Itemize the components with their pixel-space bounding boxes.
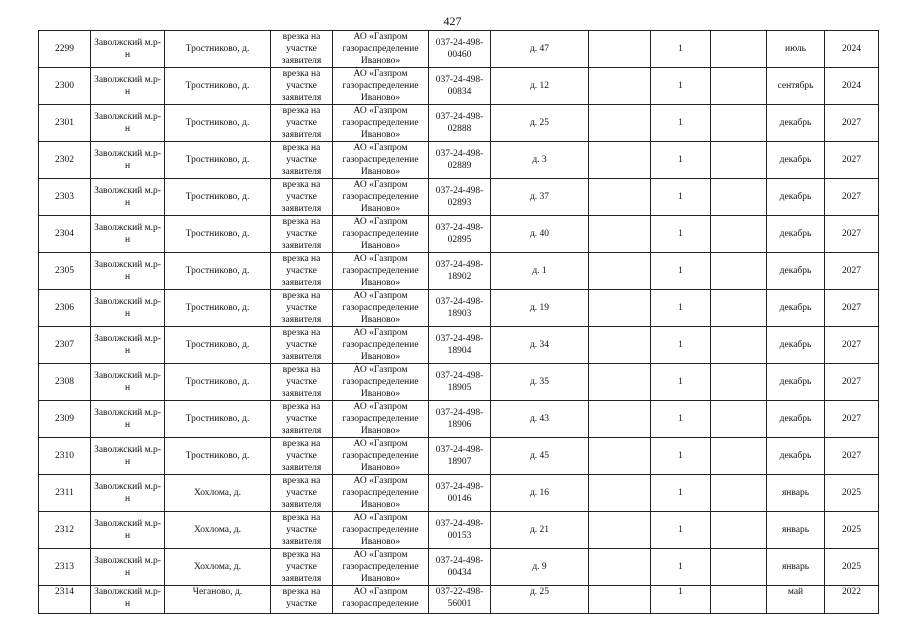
district-cell: Заволжский м.р-н [91,586,165,614]
empty-cell [589,549,651,586]
empty-cell [589,327,651,364]
table-row [39,364,879,401]
empty-cell [589,290,651,327]
year-cell: 2027 [825,290,879,327]
table-row [39,438,879,475]
district-cell: Заволжский м.р-н [91,401,165,438]
house-cell: д. 3 [491,142,589,179]
organization-cell: АО «Газпром газораспределение Иваново» [333,179,429,216]
district-cell: Заволжский м.р-н [91,31,165,68]
table-row [39,31,879,68]
organization-cell: АО «Газпром газораспределение Иваново» [333,31,429,68]
work-type-cell: врезка на участке заявителя [271,290,333,327]
quantity-cell: 1 [651,401,711,438]
month-cell: декабрь [767,401,825,438]
empty-cell [711,31,767,68]
house-cell: д. 1 [491,253,589,290]
house-cell: д. 19 [491,290,589,327]
locality-cell: Тростниково, д. [165,327,271,364]
quantity-cell: 1 [651,290,711,327]
reference-cell: 037-24-498-02893 [429,179,491,216]
reference-cell: 037-24-498-00434 [429,549,491,586]
quantity-cell: 1 [651,253,711,290]
month-cell: декабрь [767,290,825,327]
locality-cell: Чеганово, д. [165,586,271,614]
district-cell: Заволжский м.р-н [91,253,165,290]
empty-cell [711,549,767,586]
organization-cell: АО «Газпром газораспределение Иваново» [333,512,429,549]
reference-cell: 037-24-498-18906 [429,401,491,438]
empty-cell [711,68,767,105]
organization-cell: АО «Газпром газораспределение Иваново» [333,327,429,364]
organization-cell: АО «Газпром газораспределение Иваново» [333,290,429,327]
organization-cell: АО «Газпром газораспределение Иваново» [333,549,429,586]
work-type-cell: врезка на участке заявителя [271,179,333,216]
year-cell: 2022 [825,586,879,614]
house-cell: д. 34 [491,327,589,364]
year-cell: 2027 [825,142,879,179]
empty-cell [711,253,767,290]
district-cell: Заволжский м.р-н [91,68,165,105]
year-cell: 2027 [825,179,879,216]
empty-cell [589,512,651,549]
empty-cell [589,105,651,142]
row-number-cell: 2305 [39,253,91,290]
empty-cell [589,216,651,253]
table-row [39,179,879,216]
work-type-cell: врезка на участке заявителя [271,475,333,512]
quantity-cell: 1 [651,549,711,586]
locality-cell: Тростниково, д. [165,401,271,438]
table-row [39,586,879,614]
district-cell: Заволжский м.р-н [91,475,165,512]
row-number-cell: 2312 [39,512,91,549]
row-number-cell: 2311 [39,475,91,512]
reference-cell: 037-24-498-18903 [429,290,491,327]
locality-cell: Хохлома, д. [165,512,271,549]
row-number-cell: 2314 [39,586,91,614]
month-cell: декабрь [767,142,825,179]
empty-cell [589,179,651,216]
empty-cell [711,105,767,142]
organization-cell: АО «Газпром газораспределение Иваново» [333,438,429,475]
month-cell: декабрь [767,216,825,253]
organization-cell: АО «Газпром газораспределение Иваново» [333,105,429,142]
month-cell: май [767,586,825,614]
house-cell: д. 16 [491,475,589,512]
reference-cell: 037-24-498-02888 [429,105,491,142]
organization-cell: АО «Газпром газораспределение Иваново» [333,253,429,290]
row-number-cell: 2299 [39,31,91,68]
locality-cell: Тростниково, д. [165,290,271,327]
year-cell: 2027 [825,438,879,475]
district-cell: Заволжский м.р-н [91,179,165,216]
work-type-cell: врезка на участке заявителя [271,364,333,401]
data-table [38,30,879,614]
district-cell: Заволжский м.р-н [91,142,165,179]
quantity-cell: 1 [651,512,711,549]
empty-cell [589,364,651,401]
table-row [39,105,879,142]
quantity-cell: 1 [651,216,711,253]
year-cell: 2027 [825,327,879,364]
reference-cell: 037-24-498-18907 [429,438,491,475]
month-cell: декабрь [767,438,825,475]
district-cell: Заволжский м.р-н [91,364,165,401]
quantity-cell: 1 [651,105,711,142]
row-number-cell: 2306 [39,290,91,327]
month-cell: декабрь [767,179,825,216]
house-cell: д. 21 [491,512,589,549]
empty-cell [711,438,767,475]
month-cell: январь [767,512,825,549]
district-cell: Заволжский м.р-н [91,327,165,364]
year-cell: 2027 [825,401,879,438]
locality-cell: Тростниково, д. [165,105,271,142]
year-cell: 2025 [825,475,879,512]
house-cell: д. 25 [491,105,589,142]
work-type-cell: врезка на участке заявителя [271,142,333,179]
row-number-cell: 2304 [39,216,91,253]
empty-cell [589,142,651,179]
organization-cell: АО «Газпром газораспределение Иваново» [333,475,429,512]
row-number-cell: 2303 [39,179,91,216]
empty-cell [589,438,651,475]
locality-cell: Тростниково, д. [165,364,271,401]
house-cell: д. 25 [491,586,589,614]
locality-cell: Тростниково, д. [165,142,271,179]
district-cell: Заволжский м.р-н [91,290,165,327]
empty-cell [711,290,767,327]
table-row [39,549,879,586]
empty-cell [711,142,767,179]
house-cell: д. 47 [491,31,589,68]
reference-cell: 037-24-498-00460 [429,31,491,68]
quantity-cell: 1 [651,142,711,179]
locality-cell: Тростниково, д. [165,253,271,290]
empty-cell [711,586,767,614]
year-cell: 2027 [825,105,879,142]
empty-cell [711,216,767,253]
month-cell: декабрь [767,364,825,401]
month-cell: декабрь [767,327,825,364]
district-cell: Заволжский м.р-н [91,549,165,586]
row-number-cell: 2301 [39,105,91,142]
organization-cell: АО «Газпром газораспределение Иваново» [333,216,429,253]
quantity-cell: 1 [651,475,711,512]
table-row [39,68,879,105]
reference-cell: 037-24-498-00153 [429,512,491,549]
district-cell: Заволжский м.р-н [91,216,165,253]
reference-cell: 037-24-498-18902 [429,253,491,290]
house-cell: д. 45 [491,438,589,475]
row-number-cell: 2310 [39,438,91,475]
month-cell: июль [767,31,825,68]
organization-cell: АО «Газпром газораспределение Иваново» [333,68,429,105]
empty-cell [711,475,767,512]
quantity-cell: 1 [651,31,711,68]
row-number-cell: 2309 [39,401,91,438]
quantity-cell: 1 [651,327,711,364]
empty-cell [711,512,767,549]
month-cell: сентябрь [767,68,825,105]
row-number-cell: 2300 [39,68,91,105]
house-cell: д. 12 [491,68,589,105]
quantity-cell: 1 [651,364,711,401]
year-cell: 2027 [825,216,879,253]
table-row [39,253,879,290]
table-row [39,401,879,438]
year-cell: 2025 [825,549,879,586]
year-cell: 2027 [825,364,879,401]
table-row [39,142,879,179]
work-type-cell: врезка на участке [271,586,333,614]
row-number-cell: 2302 [39,142,91,179]
table-row [39,327,879,364]
quantity-cell: 1 [651,179,711,216]
table-row [39,216,879,253]
year-cell: 2024 [825,68,879,105]
table-row [39,512,879,549]
locality-cell: Тростниково, д. [165,179,271,216]
work-type-cell: врезка на участке заявителя [271,401,333,438]
district-cell: Заволжский м.р-н [91,512,165,549]
page-number: 427 [443,14,462,28]
work-type-cell: врезка на участке заявителя [271,327,333,364]
empty-cell [589,401,651,438]
quantity-cell: 1 [651,586,711,614]
month-cell: январь [767,475,825,512]
work-type-cell: врезка на участке заявителя [271,31,333,68]
organization-cell: АО «Газпром газораспределение [333,586,429,614]
work-type-cell: врезка на участке заявителя [271,216,333,253]
table-row [39,475,879,512]
empty-cell [589,253,651,290]
district-cell: Заволжский м.р-н [91,105,165,142]
quantity-cell: 1 [651,68,711,105]
house-cell: д. 37 [491,179,589,216]
row-number-cell: 2307 [39,327,91,364]
empty-cell [589,475,651,512]
row-number-cell: 2308 [39,364,91,401]
reference-cell: 037-24-498-00146 [429,475,491,512]
work-type-cell: врезка на участке заявителя [271,438,333,475]
quantity-cell: 1 [651,438,711,475]
reference-cell: 037-24-498-02889 [429,142,491,179]
house-cell: д. 43 [491,401,589,438]
month-cell: декабрь [767,105,825,142]
month-cell: декабрь [767,253,825,290]
reference-cell: 037-24-498-18905 [429,364,491,401]
locality-cell: Тростниково, д. [165,216,271,253]
locality-cell: Тростниково, д. [165,68,271,105]
work-type-cell: врезка на участке заявителя [271,512,333,549]
work-type-cell: врезка на участке заявителя [271,105,333,142]
locality-cell: Хохлома, д. [165,475,271,512]
locality-cell: Тростниково, д. [165,31,271,68]
row-number-cell: 2313 [39,549,91,586]
locality-cell: Хохлома, д. [165,549,271,586]
reference-cell: 037-24-498-18904 [429,327,491,364]
year-cell: 2024 [825,31,879,68]
house-cell: д. 40 [491,216,589,253]
table-row [39,290,879,327]
organization-cell: АО «Газпром газораспределение Иваново» [333,401,429,438]
empty-cell [589,31,651,68]
reference-cell: 037-24-498-00834 [429,68,491,105]
year-cell: 2025 [825,512,879,549]
year-cell: 2027 [825,253,879,290]
work-type-cell: врезка на участке заявителя [271,549,333,586]
reference-cell: 037-22-498-56001 [429,586,491,614]
organization-cell: АО «Газпром газораспределение Иваново» [333,142,429,179]
work-type-cell: врезка на участке заявителя [271,253,333,290]
empty-cell [711,327,767,364]
empty-cell [589,586,651,614]
district-cell: Заволжский м.р-н [91,438,165,475]
locality-cell: Тростниково, д. [165,438,271,475]
reference-cell: 037-24-498-02895 [429,216,491,253]
empty-cell [589,68,651,105]
house-cell: д. 9 [491,549,589,586]
empty-cell [711,401,767,438]
empty-cell [711,179,767,216]
empty-cell [711,364,767,401]
house-cell: д. 35 [491,364,589,401]
month-cell: январь [767,549,825,586]
organization-cell: АО «Газпром газораспределение Иваново» [333,364,429,401]
work-type-cell: врезка на участке заявителя [271,68,333,105]
